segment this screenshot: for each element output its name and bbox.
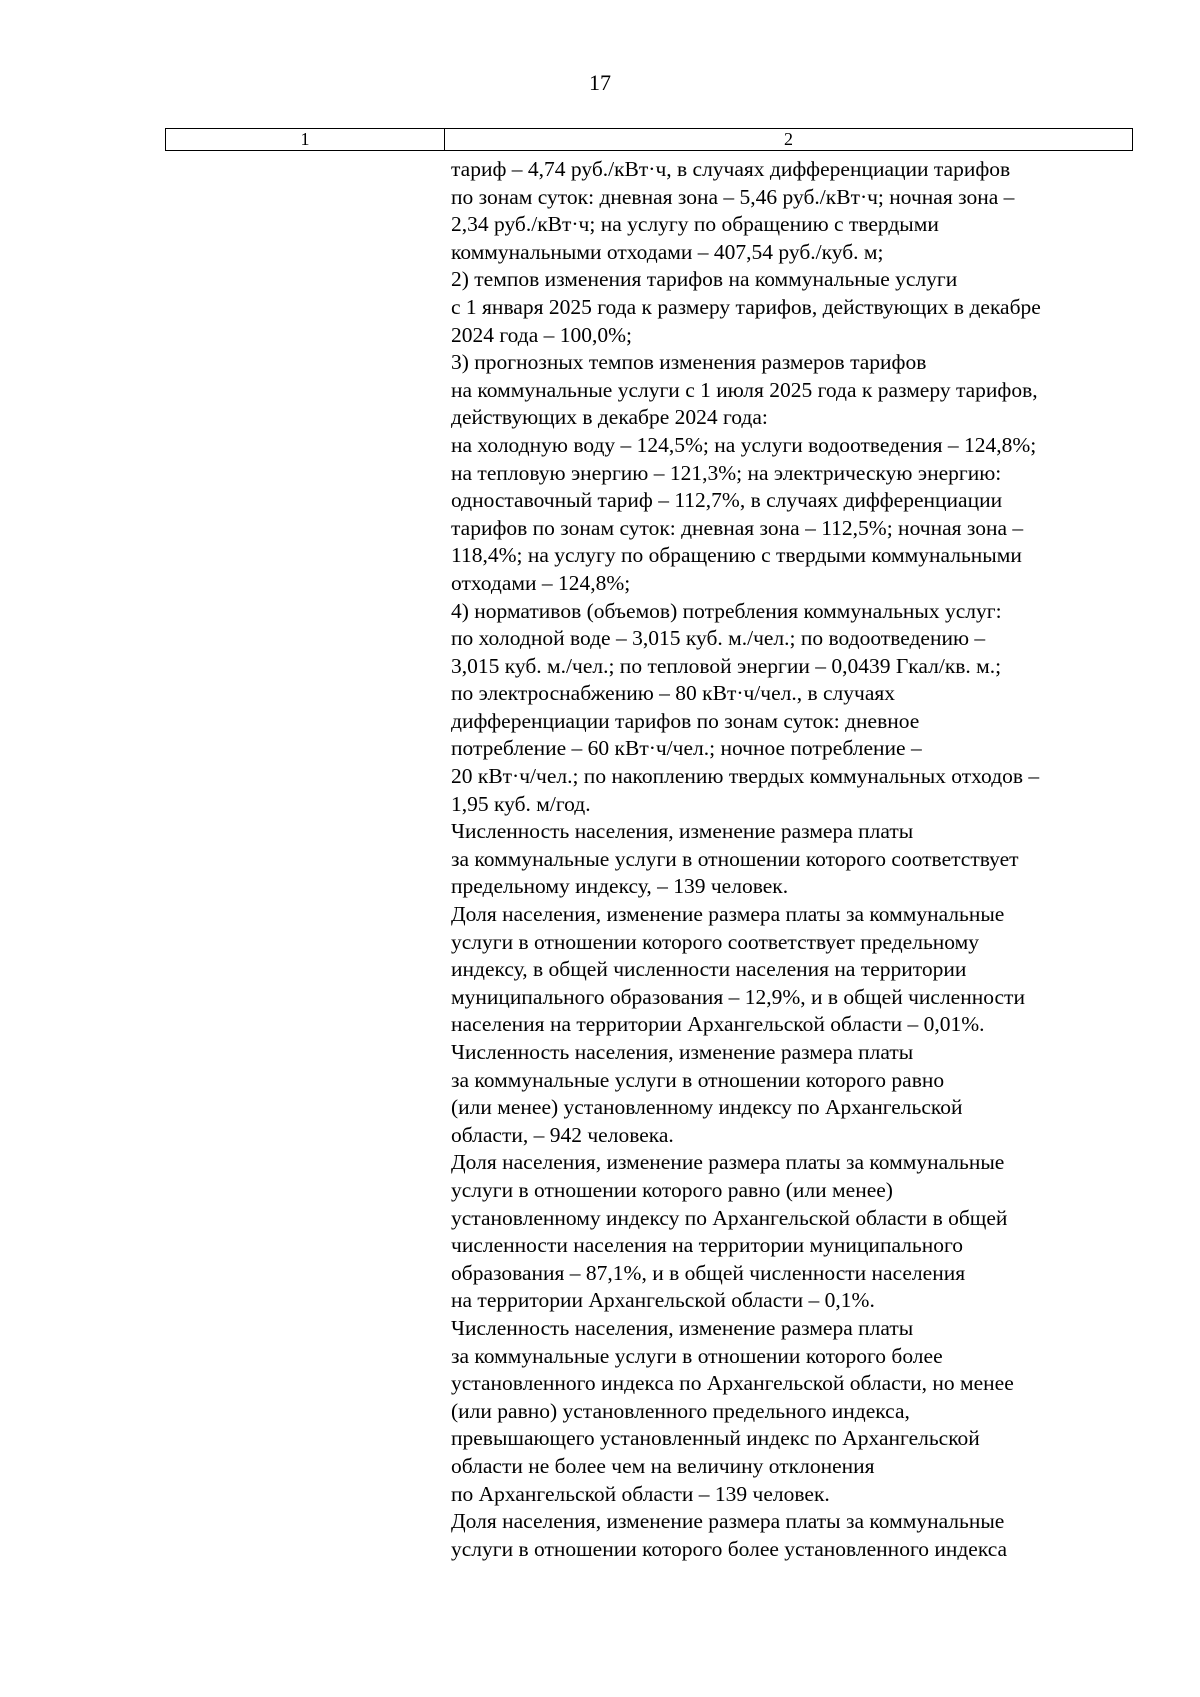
page-number: 17 bbox=[589, 70, 611, 95]
text-line: услуги в отношении которого соответствует предельному bbox=[451, 929, 979, 954]
text-line: области не более чем на величину отклонения bbox=[451, 1453, 875, 1478]
text-line: действующих в декабре 2024 года: bbox=[451, 405, 768, 430]
text-line: за коммунальные услуги в отношении которого соответствует bbox=[451, 846, 1019, 871]
text-line: тариф – 4,74 руб./кВт·ч, в случаях дифференциации тарифов bbox=[451, 157, 1011, 181]
text-line: 20 кВт·ч/чел.; по накоплению твердых коммунальных отходов – bbox=[451, 764, 1040, 789]
text-line: превышающего установленный индекс по Архангельской bbox=[451, 1426, 980, 1451]
text-line: на территории Архангельской области – 0,1%. bbox=[451, 1288, 875, 1313]
text-line: потребление – 60 кВт·ч/чел.; ночное потребление – bbox=[451, 736, 922, 761]
table-header-col-1: 1 bbox=[166, 129, 445, 150]
text-line: на холодную воду – 124,5%; на услуги водоотведения – 124,8%; bbox=[451, 432, 1037, 457]
text-line: на тепловую энергию – 121,3%; на электрическую энергию: bbox=[451, 460, 1002, 485]
text-line: установленному индексу по Архангельской области в общей bbox=[451, 1205, 1008, 1230]
text-line: образования – 87,1%, и в общей численности населения bbox=[451, 1260, 966, 1285]
text-line: 2,34 руб./кВт·ч; на услугу по обращению с твердыми bbox=[451, 212, 939, 237]
table-header-col-2: 2 bbox=[784, 129, 793, 149]
text-line: за коммунальные услуги в отношении которого равно bbox=[451, 1067, 945, 1092]
text-line: одноставочный тариф – 112,7%, в случаях дифференциации bbox=[451, 488, 1003, 513]
text-line: численности населения на территории муниципального bbox=[451, 1233, 964, 1258]
text-line: Доля населения, изменение размера платы за коммунальные bbox=[451, 1150, 1005, 1175]
text-line: 4) нормативов (объемов) потребления коммунальных услуг: bbox=[451, 598, 1002, 623]
text-line: дифференциации тарифов по зонам суток: дневное bbox=[451, 708, 920, 733]
text-line: коммунальными отходами – 407,54 руб./куб. м; bbox=[451, 239, 884, 264]
text-line: муниципального образования – 12,9%, и в общей численности bbox=[451, 984, 1025, 1009]
text-line: 2) темпов изменения тарифов на коммунальные услуги bbox=[451, 267, 958, 292]
text-line: (или равно) установленного предельного индекса, bbox=[451, 1398, 910, 1423]
text-line: по электроснабжению – 80 кВт·ч/чел., в случаях bbox=[451, 681, 896, 706]
text-line: индексу, в общей численности населения на территории bbox=[451, 957, 967, 982]
text-line: 1,95 куб. м/год. bbox=[451, 791, 591, 816]
text-line: по холодной воде – 3,015 куб. м./чел.; по водоотведению – bbox=[451, 626, 986, 651]
text-line: с 1 января 2025 года к размеру тарифов, действующих в декабре bbox=[451, 294, 1041, 319]
text-line: Доля населения, изменение размера платы за коммунальные bbox=[451, 1509, 1005, 1534]
text-line: населения на территории Архангельской области – 0,01%. bbox=[451, 1012, 985, 1037]
text-line: по зонам суток: дневная зона – 5,46 руб./кВт·ч; ночная зона – bbox=[451, 184, 1015, 209]
text-line: Численность населения, изменение размера платы bbox=[451, 1040, 914, 1064]
text-line: предельному индексу, – 139 человек. bbox=[451, 874, 789, 899]
text-line: установленного индекса по Архангельской области, но менее bbox=[451, 1371, 1014, 1396]
text-line: 118,4%; на услугу по обращению с твердыми коммунальными bbox=[451, 543, 1022, 568]
text-line: Доля населения, изменение размера платы за коммунальные bbox=[451, 902, 1005, 927]
text-line: услуги в отношении которого равно (или менее) bbox=[451, 1177, 893, 1202]
text-line: (или менее) установленному индексу по Архангельской bbox=[451, 1095, 963, 1120]
text-line: 2024 года – 100,0%; bbox=[451, 322, 633, 347]
text-line: 3,015 куб. м./чел.; по тепловой энергии – 0,0439 Гкал/кв. м.; bbox=[451, 653, 1002, 678]
text-line: области, – 942 человека. bbox=[451, 1122, 674, 1147]
text-line: по Архангельской области – 139 человек. bbox=[451, 1481, 830, 1506]
text-line: на коммунальные услуги с 1 июля 2025 года к размеру тарифов, bbox=[451, 377, 1038, 402]
text-line: тарифов по зонам суток: дневная зона – 112,5%; ночная зона – bbox=[451, 515, 1024, 540]
table-header-row bbox=[165, 128, 1133, 151]
text-line: Численность населения, изменение размера платы bbox=[451, 1315, 914, 1340]
text-line: Численность населения, изменение размера платы bbox=[451, 819, 914, 844]
text-line: услуги в отношении которого более установленного индекса bbox=[451, 1536, 1008, 1561]
text-line: 3) прогнозных темпов изменения размеров тарифов bbox=[451, 350, 927, 375]
text-line: отходами – 124,8%; bbox=[451, 570, 631, 595]
text-line: за коммунальные услуги в отношении которого более bbox=[451, 1343, 943, 1368]
table-cell-column-2-text bbox=[451, 156, 1141, 1563]
